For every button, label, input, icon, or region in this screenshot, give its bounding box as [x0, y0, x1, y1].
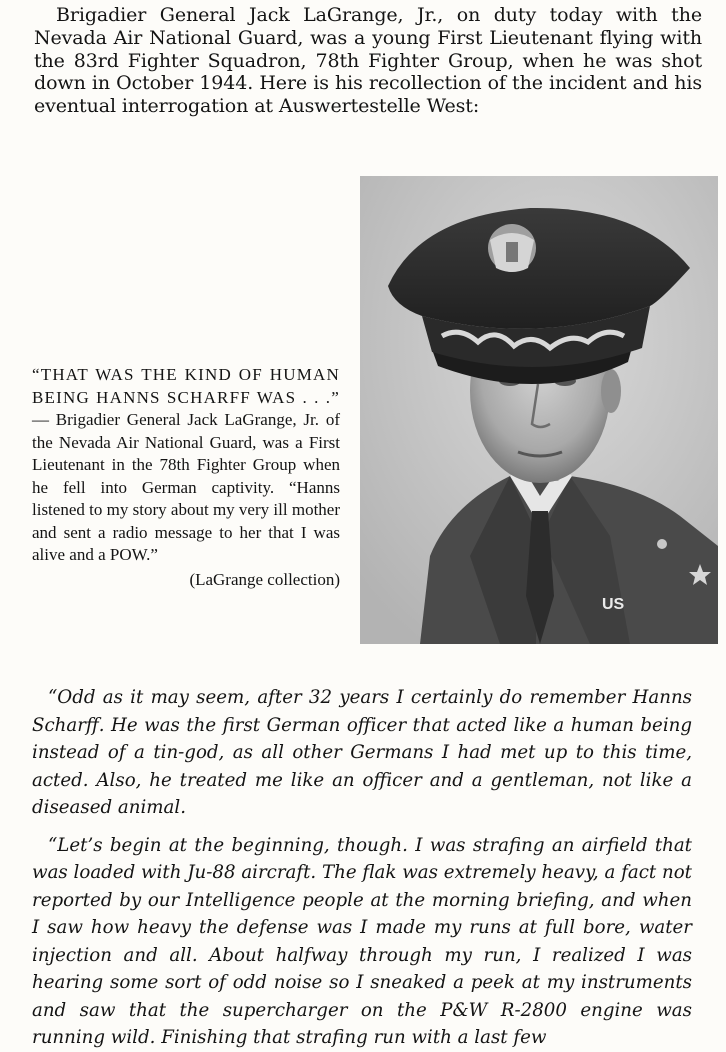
- us-insignia: US: [602, 596, 625, 613]
- portrait-photo: [360, 176, 718, 644]
- photo-caption: [32, 364, 340, 591]
- intro-text: [34, 4, 702, 118]
- quote-paragraph-1: “Odd as it may seem, after 32 years I certainly do remember Hanns Scharff. He was the first German officer that acted like a human being instead of a tin-god, as all other Germans I had met up to this time, acted. Also, he treated me like an officer and a gentleman, not like a diseased animal.: [32, 687, 692, 818]
- portrait-illustration: [360, 176, 718, 644]
- photo-credit: (LaGrange collection): [189, 569, 340, 589]
- caption-text: — Brigadier General Jack LaGrange, Jr. of the Nevada Air National Guard, was a First Lieutenant in the 78th Fighter Group when he fell into German captivity. “Hanns listened to my story about my very ill mother and sent a radio message to her that I was alive and a POW.”: [32, 410, 340, 564]
- caption-body: [32, 364, 340, 567]
- quote-paragraph-2: “Let’s begin at the beginning, though. I was strafing an airfield that was loaded with Ju-88 aircraft. The flak was extremely heavy, a fact not reported by our Intelligence people at the morning briefing, and when I saw how heavy the defense was I made my runs at full bore, water injection and all. About halfway through my run, I realized I was hearing some sort of odd noise so I sneaked a peek at my instruments and saw that the supercharger on the P&W R-2800 engine was running wild. Finishing that strafing run with a last few: [32, 834, 692, 1048]
- caption-lead: “THAT WAS THE KIND OF HUMAN BEING HANNS SCHARFF WAS . . .”: [32, 365, 340, 407]
- intro-paragraph: Brigadier General Jack LaGrange, Jr., on duty today with the Nevada Air National Guard, was a young First Lieutenant flying with the 83rd Fighter Squadron, 78th Fighter Group, when he was shot down in October 1944. Here is his recollection of the incident and his eventual interrogation at Auswertestelle West:: [34, 4, 702, 118]
- recollection-quote: [32, 684, 692, 1052]
